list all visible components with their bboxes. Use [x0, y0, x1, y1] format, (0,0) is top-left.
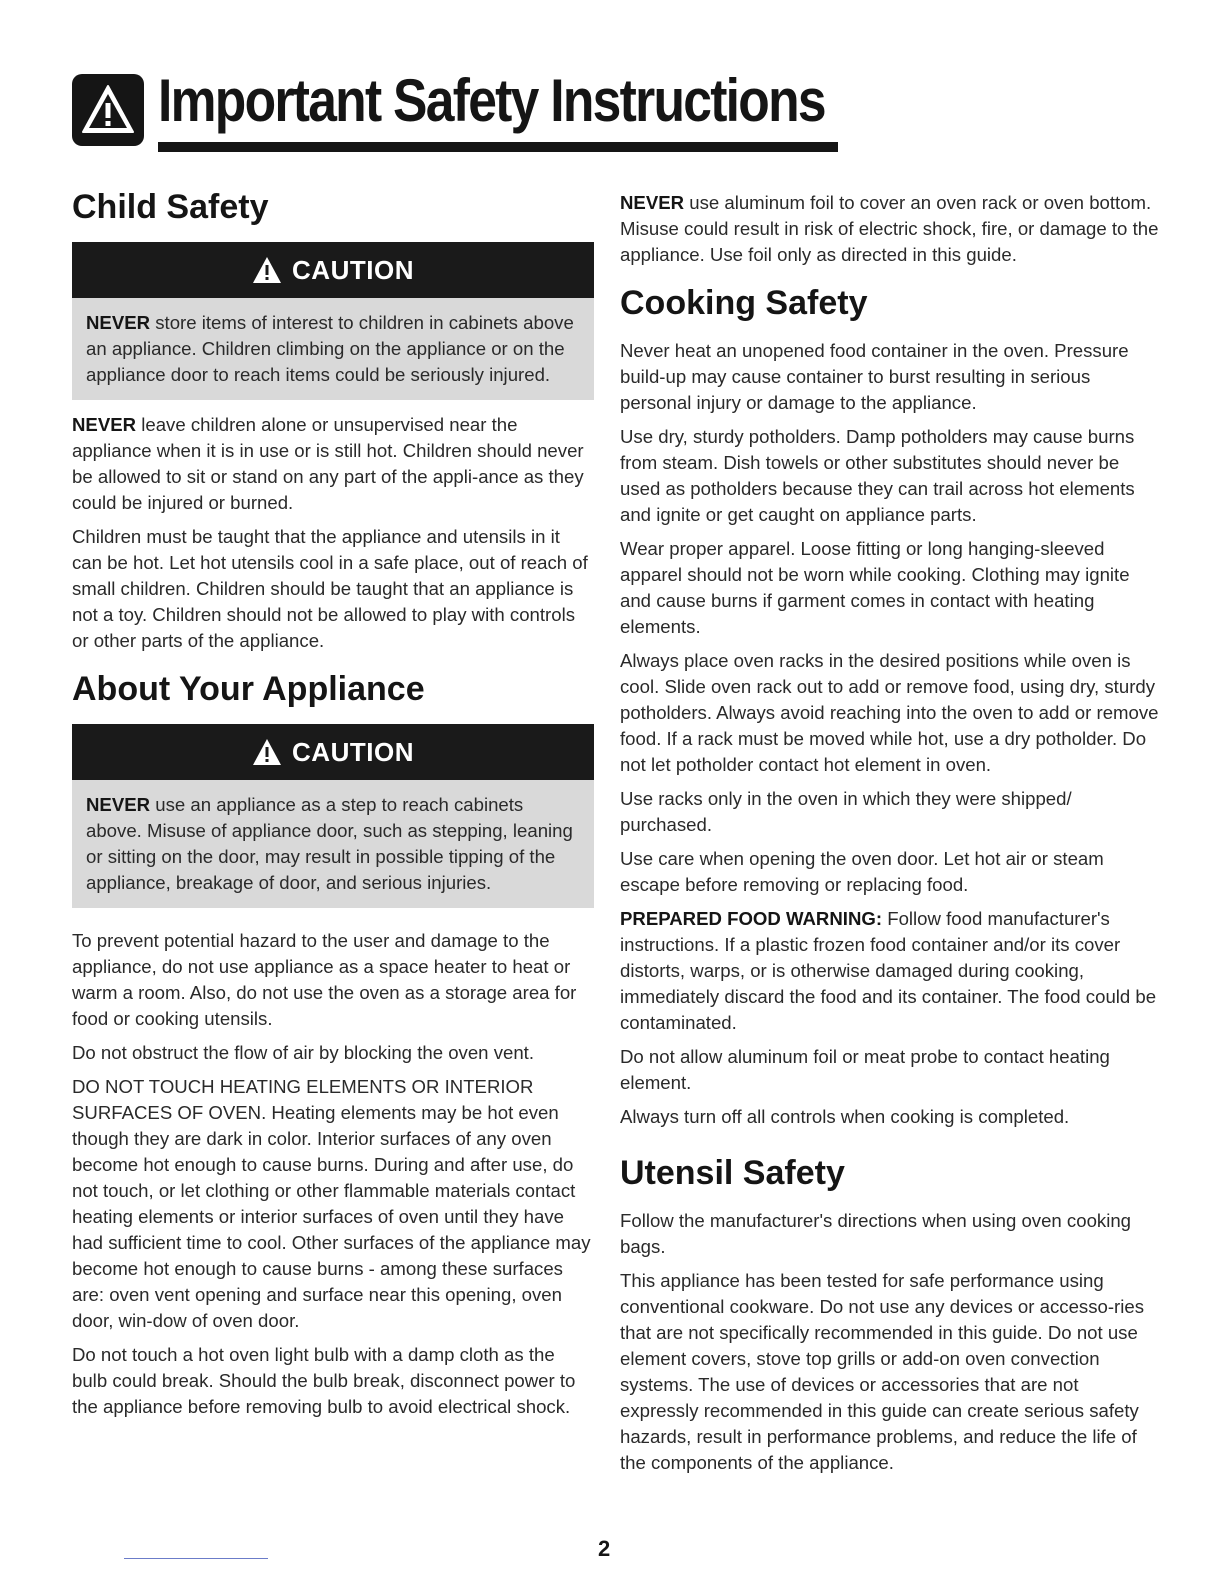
paragraph: This appliance has been tested for safe performance using conventional cookware. Do not use any devices or accesso-ries that are not specifically recommended in this guide. Do not use element covers, stove top grills or add-on oven convection systems. The use of devices or accessories that are not expressly recommended in this guide can create serious safety hazards, result in performance problems, and reduce the life of the components of the appliance.	[620, 1270, 1144, 1473]
caution-lead: NEVER	[86, 312, 151, 333]
utensil-safety-section	[620, 1152, 1160, 1476]
caution-body	[72, 298, 594, 400]
paragraph: Children must be taught that the appliance and utensils in it can be hot. Let hot utensils cool in a safe place, out of reach of small children. Children should be taught that an appliance is not a toy. Children should not be allowed to play with controls or other parts of the appliance.	[72, 526, 588, 651]
paragraph: Always turn off all controls when cooking is completed.	[620, 1106, 1070, 1127]
about-appliance-heading: About Your Appliance	[72, 670, 425, 708]
paragraph	[620, 906, 1160, 1036]
paragraph: To prevent potential hazard to the user and damage to the appliance, do not use appliance as a space heater to heat or warm a room. Also, do not use the oven as a storage area for food or cooking utensils.	[72, 930, 577, 1029]
about-appliance-section	[72, 668, 592, 1420]
paragraph	[72, 412, 592, 516]
caution-lead: NEVER	[86, 794, 151, 815]
paragraph: Never heat an unopened food container in the oven. Pressure build-up may cause container to burst resulting in serious personal injury or damage to the appliance.	[620, 340, 1129, 413]
paragraph-lead: NEVER	[620, 192, 685, 213]
paragraph-lead: PREPARED FOOD WARNING:	[620, 908, 883, 929]
caution-text	[86, 310, 580, 388]
paragraph: Do not allow aluminum foil or meat probe to contact heating element.	[620, 1046, 1110, 1093]
paragraph: Follow the manufacturer's directions when using oven cooking bags.	[620, 1210, 1132, 1257]
paragraph: Do not obstruct the flow of air by blocking the oven vent.	[72, 1042, 535, 1063]
right-column	[620, 186, 1160, 1484]
paragraph-text: Follow food manufacturer's instructions. If a plastic frozen food container and/or its cover distorts, warps, or is otherwise damaged during cooking, immediately discard the food and its container. The food could be contaminated.	[620, 908, 1157, 1033]
paragraph: Use care when opening the oven door. Let hot air or steam escape before removing or replacing food.	[620, 848, 1104, 895]
paragraph: Use dry, sturdy potholders. Damp potholders may cause burns from steam. Dish towels or other substitutes should never be used as potholders because they can trail across hot elements and ignite or get caught on appliance parts.	[620, 426, 1135, 525]
utensil-safety-heading: Utensil Safety	[620, 1154, 845, 1192]
paragraph: Use racks only in the oven in which they were shipped/ purchased.	[620, 788, 1072, 835]
page-title: Important Safety Instructions	[158, 67, 825, 134]
cooking-safety-heading: Cooking Safety	[620, 284, 868, 322]
paragraph-text: use aluminum foil to cover an oven rack or oven bottom. Misuse could result in risk of electric shock, fire, or damage to the appliance. Use foil only as directed in this guide.	[620, 192, 1159, 265]
footer-rule	[124, 1558, 268, 1559]
paragraph-text: leave children alone or unsupervised near the appliance when it is in use or is still hot. Children should never be allowed to sit or stand on any part of the appli-ance as they could be injured or burned.	[72, 414, 584, 513]
page-header	[72, 67, 825, 152]
left-column	[72, 186, 592, 1428]
caution-label: CAUTION	[292, 254, 414, 285]
paragraph: Wear proper apparel. Loose fitting or long hanging-sleeved apparel should not be worn while cooking. Clothing may ignite and cause burns if garment comes in contact with heating elements.	[620, 538, 1130, 637]
caution-body	[72, 780, 594, 908]
child-safety-section	[72, 186, 592, 654]
caution-body-text: store items of interest to children in cabinets above an appliance. Children climbing on the appliance or on the appliance door to reach items could be seriously injured.	[86, 312, 574, 385]
about-caution-box	[72, 724, 594, 908]
page-number: 2	[598, 1536, 611, 1561]
title-underline	[158, 142, 838, 152]
caution-body-text: use an appliance as a step to reach cabinets above. Misuse of appliance door, such as stepping, leaning or sitting on the door, may result in possible tipping of the appliance, breakage of door, and serious injuries.	[86, 794, 573, 893]
paragraph	[620, 190, 1160, 268]
caution-header	[72, 724, 594, 780]
cooking-safety-section	[620, 282, 1160, 1130]
child-safety-caution-box	[72, 242, 594, 400]
caution-label: CAUTION	[292, 736, 414, 767]
child-safety-heading: Child Safety	[72, 188, 269, 226]
caution-triangle-icon	[252, 738, 282, 766]
caution-triangle-icon	[252, 256, 282, 284]
paragraph: Always place oven racks in the desired positions while oven is cool. Slide oven rack out to add or remove food, using dry, sturdy potholders. Always avoid reaching into the oven to add or remove food. If a rack must be moved while hot, use a dry potholder. Do not let potholder contact hot element in oven.	[620, 650, 1159, 775]
paragraph: DO NOT TOUCH HEATING ELEMENTS OR INTERIOR SURFACES OF OVEN. Heating elements may be hot even though they are dark in color. Interior surfaces of any oven become hot enough to cause burns. During and after use, do not touch, or let clothing or other flammable materials contact heating elements or interior surfaces of oven until they have had sufficient time to cool. Other surfaces of the appliance may become hot enough to cause burns - among these surfaces are: oven vent opening and surface near this opening, oven door, win-dow of oven door.	[72, 1076, 591, 1331]
paragraph-lead: NEVER	[72, 414, 137, 435]
warning-triangle-icon	[72, 74, 144, 146]
caution-text	[86, 792, 580, 896]
paragraph: Do not touch a hot oven light bulb with a damp cloth as the bulb could break. Should the bulb break, disconnect power to the appliance before removing bulb to avoid electrical shock.	[72, 1344, 576, 1417]
caution-header	[72, 242, 594, 298]
